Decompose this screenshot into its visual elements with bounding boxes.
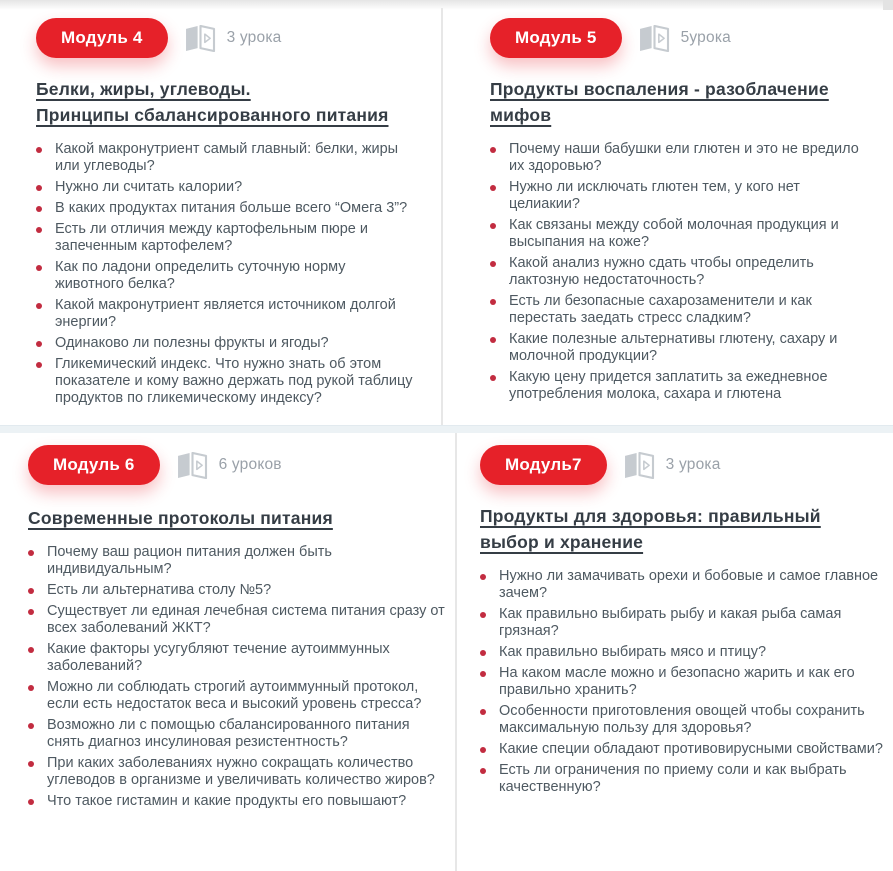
badge-label: Модуль 5 — [515, 28, 597, 47]
list-item — [480, 762, 883, 796]
bullet-icon — [36, 303, 42, 309]
title-line: Белки, жиры, углеводы. — [36, 79, 251, 99]
question-text: Какие специи обладают противовирусными свойствами? — [499, 741, 883, 757]
question-text: Почему ваш рацион питания должен быть индивидуальным? — [47, 544, 332, 577]
question-text: Есть ли ограничения по приему соли и как выбрать качественную? — [499, 762, 847, 795]
question-text: Возможно ли с помощью сбалансированного питания снять диагноз инсулиновая резистентность? — [47, 717, 410, 750]
question-text: Нужно ли замачивать орехи и бобовые и самое главное зачем? — [499, 568, 879, 601]
question-text: Какие полезные альтернативы глютену, сахару и молочной продукции? — [509, 331, 838, 364]
list-item — [36, 200, 431, 217]
module-4-header — [36, 18, 431, 58]
question-list — [480, 568, 883, 796]
question-text: Как по ладони определить суточную норму животного белка? — [55, 259, 346, 292]
question-text: Можно ли соблюдать строгий аутоиммунный протокол, если есть недостаток веса и высокий уровень стресса? — [47, 679, 422, 712]
question-text: Гликемический индекс. Что нужно знать об этом показателе и кому важно держать под рукой таблицу продуктов по гликемическому индексу? — [55, 356, 413, 406]
question-text: Существует ли единая лечебная система питания сразу от всех заболеваний ЖКТ? — [47, 603, 445, 636]
list-item — [480, 741, 883, 758]
list-item — [490, 331, 883, 365]
module-title[interactable] — [28, 505, 445, 531]
bullet-icon — [480, 768, 486, 774]
bullet-icon — [28, 550, 34, 556]
bullet-icon — [480, 709, 486, 715]
module-6-header — [28, 445, 445, 485]
question-text: Особенности приготовления овощей чтобы сохранить максимальную пользу для здоровья? — [499, 703, 865, 736]
bullet-icon — [490, 185, 496, 191]
module-title[interactable] — [480, 503, 883, 555]
question-list — [36, 141, 431, 407]
lessons-info — [623, 452, 721, 479]
bullet-icon — [36, 341, 42, 347]
bullet-icon — [36, 147, 42, 153]
module-title[interactable] — [490, 76, 883, 128]
question-text: Есть ли альтернатива столу №5? — [47, 582, 272, 598]
top-shadow — [0, 0, 893, 10]
question-text: Какой макронутриент самый главный: белки, жиры или углеводы? — [55, 141, 399, 174]
list-item — [36, 179, 431, 196]
list-item — [28, 717, 445, 751]
bullet-icon — [490, 223, 496, 229]
module-7-header — [480, 445, 883, 485]
lessons-info — [176, 452, 282, 479]
list-item — [480, 644, 883, 661]
list-item — [36, 259, 431, 293]
question-text: Какие факторы усугубляют течение аутоиммунных заболеваний? — [47, 641, 390, 674]
list-item — [36, 141, 431, 175]
question-text: На каком масле можно и безопасно жарить и как его правильно хранить? — [499, 665, 855, 698]
question-text: Почему наши бабушки ели глютен и это не вредило их здоровью? — [509, 141, 859, 174]
bullet-icon — [36, 185, 42, 191]
list-item — [36, 356, 431, 407]
bullet-icon — [28, 609, 34, 615]
bullet-icon — [28, 685, 34, 691]
module-5-header — [490, 18, 883, 58]
lessons-count: 5урока — [680, 29, 731, 46]
list-item — [480, 703, 883, 737]
question-text: Одинаково ли полезны фрукты и ягоды? — [55, 335, 329, 351]
bullet-icon — [490, 147, 496, 153]
open-book-play-icon — [623, 452, 656, 479]
title-line: мифов — [490, 105, 552, 125]
bullet-icon — [480, 574, 486, 580]
question-text: Как связаны между собой молочная продукция и высыпания на коже? — [509, 217, 839, 250]
module-title[interactable] — [36, 76, 431, 128]
bullet-icon — [28, 799, 34, 805]
badge-label: Модуль 4 — [61, 28, 143, 47]
list-item — [28, 679, 445, 713]
list-item — [36, 221, 431, 255]
bullet-icon — [28, 761, 34, 767]
title-line: Современные протоколы питания — [28, 508, 333, 528]
list-item — [36, 297, 431, 331]
bullet-icon — [28, 647, 34, 653]
question-text: Что такое гистамин и какие продукты его повышают? — [47, 793, 407, 809]
row-divider-band — [0, 425, 893, 433]
open-book-play-icon — [638, 25, 671, 52]
bullet-icon — [490, 261, 496, 267]
list-item — [28, 603, 445, 637]
list-item — [480, 606, 883, 640]
list-item — [490, 293, 883, 327]
lessons-info — [184, 25, 282, 52]
list-item — [480, 665, 883, 699]
question-text: Какой анализ нужно сдать чтобы определить лактозную недостаточность? — [509, 255, 814, 288]
question-text: Есть ли отличия между картофельным пюре и запеченным картофелем? — [55, 221, 368, 254]
bullet-icon — [480, 650, 486, 656]
module-4-card — [0, 10, 441, 411]
bullet-icon — [490, 375, 496, 381]
question-text: Есть ли безопасные сахарозаменители и как перестать заедать стресс сладким? — [509, 293, 812, 326]
open-book-play-icon — [176, 452, 209, 479]
question-list — [28, 544, 445, 810]
module-5-card — [443, 10, 893, 407]
lessons-count: 3 урока — [226, 29, 282, 46]
lessons-count: 6 уроков — [218, 456, 282, 473]
question-text: Нужно ли исключать глютен тем, у кого нет целиакии? — [509, 179, 800, 212]
module-badge — [480, 445, 607, 485]
bullet-icon — [480, 612, 486, 618]
list-item — [480, 568, 883, 602]
bullet-icon — [36, 265, 42, 271]
list-item — [28, 641, 445, 675]
badge-label: Модуль 6 — [53, 455, 135, 474]
list-item — [28, 544, 445, 578]
bullet-icon — [490, 337, 496, 343]
title-line: Продукты воспаления - разоблачение — [490, 79, 829, 99]
title-line: выбор и хранение — [480, 532, 644, 552]
title-line: Принципы сбалансированного питания — [36, 105, 389, 125]
open-book-play-icon — [184, 25, 217, 52]
badge-label: Модуль7 — [505, 455, 582, 474]
question-text: При каких заболеваниях нужно сокращать количество углеводов в организме и увеличивать количество жиров? — [47, 755, 435, 788]
bullet-icon — [36, 362, 42, 368]
module-badge — [490, 18, 622, 58]
list-item — [490, 369, 883, 403]
question-list — [490, 141, 883, 403]
list-item — [28, 755, 445, 789]
module-7-card — [457, 433, 893, 800]
module-badge — [36, 18, 168, 58]
bullet-icon — [28, 588, 34, 594]
lessons-info — [638, 25, 731, 52]
question-text: Как правильно выбирать мясо и птицу? — [499, 644, 767, 660]
bullet-icon — [490, 299, 496, 305]
list-item — [36, 335, 431, 352]
bullet-icon — [36, 206, 42, 212]
question-text: Как правильно выбирать рыбу и какая рыба самая грязная? — [499, 606, 842, 639]
question-text: Какую цену придется заплатить за ежедневное употребления молока, сахара и глютена — [509, 369, 828, 402]
bullet-icon — [28, 723, 34, 729]
list-item — [490, 217, 883, 251]
list-item — [28, 793, 445, 810]
bullet-icon — [480, 747, 486, 753]
list-item — [490, 179, 883, 213]
title-line: Продукты для здоровья: правильный — [480, 506, 821, 526]
list-item — [490, 255, 883, 289]
lessons-count: 3 урока — [665, 456, 721, 473]
question-text: Какой макронутриент является источником долгой энергии? — [55, 297, 396, 330]
module-6-card — [0, 433, 455, 814]
bullet-icon — [480, 671, 486, 677]
bullet-icon — [36, 227, 42, 233]
module-badge — [28, 445, 160, 485]
list-item — [490, 141, 883, 175]
question-text: Нужно ли считать калории? — [55, 179, 243, 195]
list-item — [28, 582, 445, 599]
question-text: В каких продуктах питания больше всего “Омега 3”? — [55, 200, 408, 216]
